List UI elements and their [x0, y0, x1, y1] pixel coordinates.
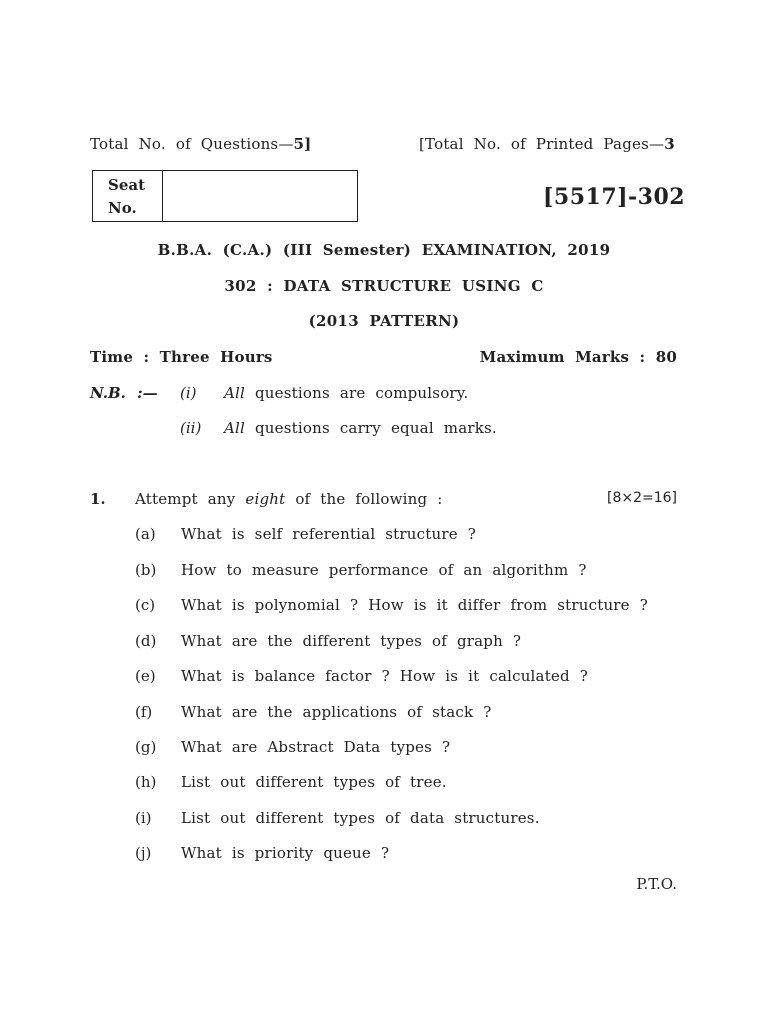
sub-question-text: What is self referential structure ?: [181, 525, 476, 543]
sub-question-text: What are the different types of graph ?: [181, 632, 522, 650]
sub-question-label: (a): [135, 525, 156, 543]
nb-item-text: questions are compulsory.: [255, 384, 469, 402]
sub-question-label: (b): [135, 561, 157, 579]
question-number: 1.: [90, 490, 106, 508]
paper-code: [5517]-302: [543, 184, 686, 210]
question-intro-before: Attempt any: [135, 490, 236, 508]
page-turn-over: P.T.O.: [636, 875, 677, 893]
sub-question-text: What are Abstract Data types ?: [181, 738, 451, 756]
nb-item-emphasis: All: [224, 419, 246, 437]
nb-item-emphasis: All: [224, 384, 246, 402]
question-marks: [8×2=16]: [606, 490, 677, 506]
nb-item-text: questions carry equal marks.: [255, 419, 497, 437]
sub-question-label: (c): [135, 596, 156, 614]
sub-question-text: List out different types of data structures.: [181, 809, 540, 827]
sub-question-text: What is balance factor ? How is it calculated ?: [181, 667, 589, 685]
nb-item-number: (i): [180, 384, 197, 402]
total-pages: [419, 135, 675, 153]
nb-item: [224, 384, 468, 402]
sub-question-text: List out different types of tree.: [181, 773, 447, 791]
total-questions: [90, 135, 311, 153]
seat-label: [108, 174, 145, 220]
subject-title: 302 : DATA STRUCTURE USING C: [224, 277, 544, 295]
question-intro-after: of the following :: [295, 490, 443, 508]
seat-label-line1: Seat: [108, 176, 146, 194]
sub-question-label: (h): [135, 773, 157, 791]
total-questions-value: 5]: [293, 135, 312, 153]
seat-label-line2: No.: [108, 199, 137, 217]
sub-question-text: What is polynomial ? How is it differ from structure ?: [181, 596, 648, 614]
nb-item-number: (ii): [180, 419, 202, 437]
sub-question-text: How to measure performance of an algorithm ?: [181, 561, 587, 579]
total-questions-label: Total No. of Questions—: [90, 135, 294, 153]
exam-title: B.B.A. (C.A.) (III Semester) EXAMINATION, 2019: [157, 241, 611, 259]
nb-label: N.B. :—: [90, 384, 158, 402]
seat-number-box: [92, 170, 358, 222]
time-allowed: Time : Three Hours: [90, 348, 273, 366]
nb-item: [224, 419, 497, 437]
maximum-marks: Maximum Marks : 80: [479, 348, 677, 366]
total-pages-value: 3: [664, 135, 675, 153]
sub-question-label: (f): [135, 703, 153, 721]
sub-question-text: What is priority queue ?: [181, 844, 390, 862]
question-intro: [135, 490, 443, 508]
sub-question-label: (g): [135, 738, 157, 756]
sub-question-label: (j): [135, 844, 152, 862]
question-intro-emphasis: eight: [245, 490, 286, 508]
sub-question-label: (e): [135, 667, 156, 685]
total-pages-label: [Total No. of Printed Pages—: [419, 135, 665, 153]
sub-question-label: (d): [135, 632, 157, 650]
sub-question-text: What are the applications of stack ?: [181, 703, 492, 721]
sub-question-label: (i): [135, 809, 152, 827]
pattern: (2013 PATTERN): [308, 312, 460, 330]
